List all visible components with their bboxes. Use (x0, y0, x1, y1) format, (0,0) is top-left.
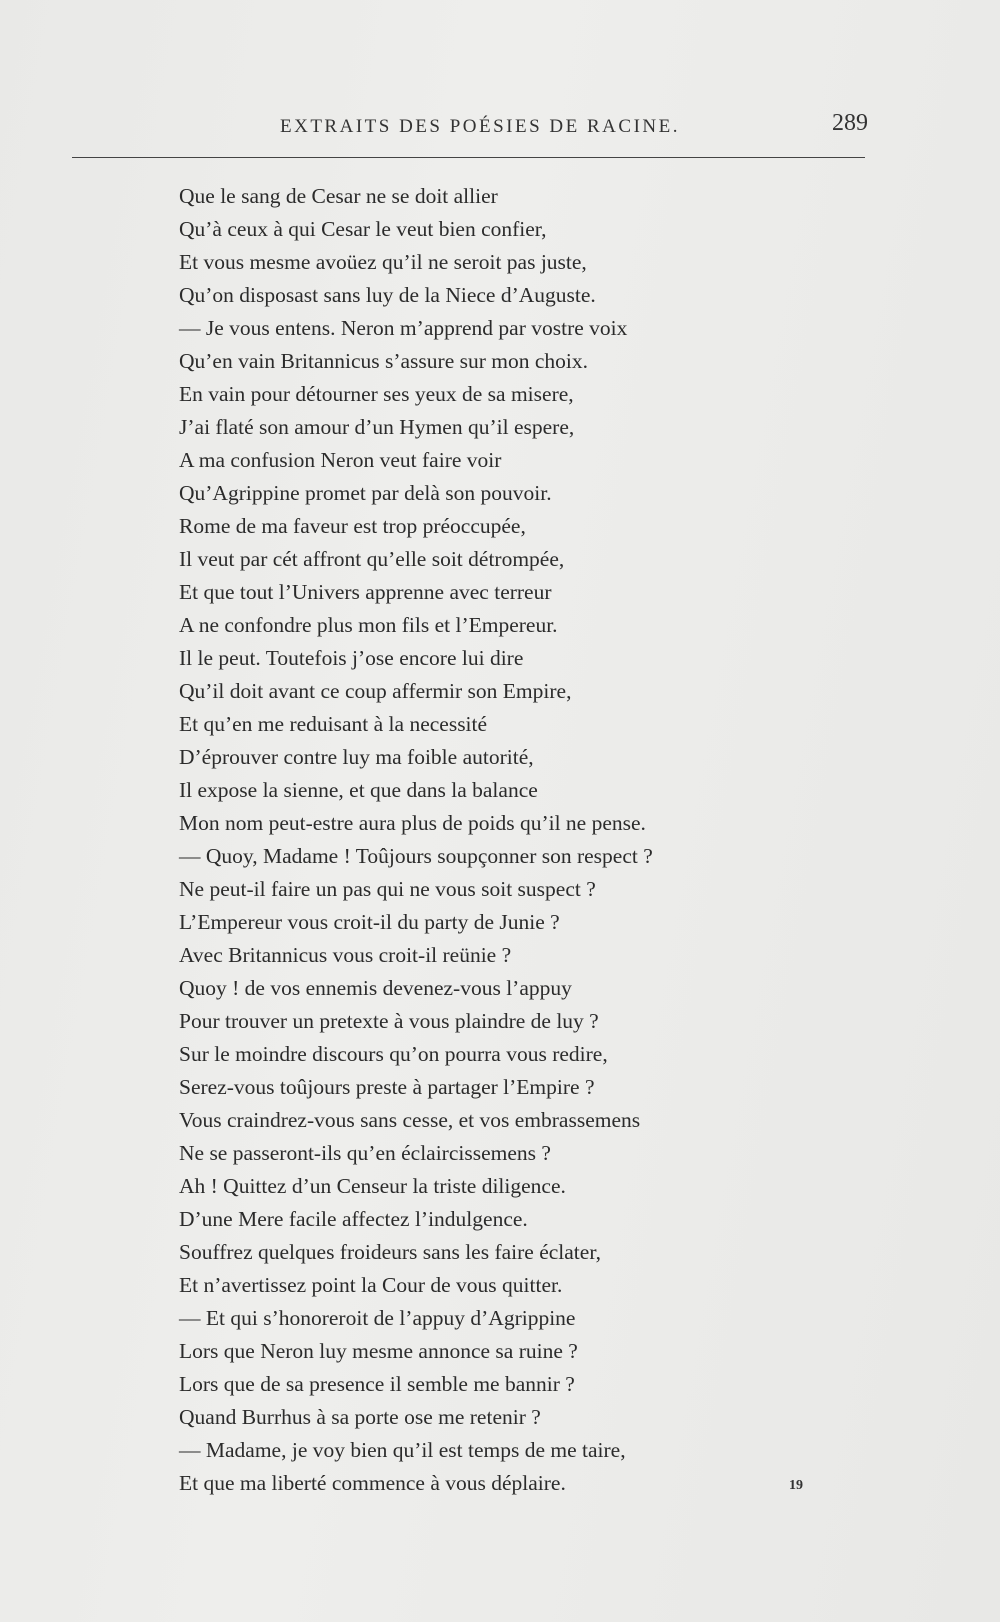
verse-line: A ma confusion Neron veut faire voir (179, 448, 502, 472)
verse-line: Il expose la sienne, et que dans la balance (179, 778, 538, 802)
verse-line: Qu’à ceux à qui Cesar le veut bien confier, (179, 217, 547, 241)
verse-line: Et n’avertissez point la Cour de vous quitter. (179, 1273, 563, 1297)
verse-line: Lors que de sa presence il semble me bannir ? (179, 1372, 575, 1396)
verse-line: Ah ! Quittez d’un Censeur la triste diligence. (179, 1174, 566, 1198)
verse-line: Pour trouver un pretexte à vous plaindre de luy ? (179, 1009, 599, 1033)
verse-line: Et que ma liberté commence à vous déplaire. (179, 1471, 566, 1495)
verse-line: Ne peut-il faire un pas qui ne vous soit suspect ? (179, 877, 596, 901)
verse-line: Et que tout l’Univers apprenne avec terreur (179, 580, 552, 604)
verse-line: Il le peut. Toutefois j’ose encore lui dire (179, 646, 524, 670)
verse-line: Mon nom peut-estre aura plus de poids qu’il ne pense. (179, 811, 646, 835)
verse-line: L’Empereur vous croit-il du party de Junie ? (179, 910, 560, 934)
verse-line: Qu’Agrippine promet par delà son pouvoir. (179, 481, 552, 505)
verse-line: Quand Burrhus à sa porte ose me retenir ? (179, 1405, 541, 1429)
verse-line: — Quoy, Madame ! Toûjours soupçonner son respect ? (179, 844, 653, 868)
verse-line: Il veut par cét affront qu’elle soit détrompée, (179, 547, 565, 571)
verse-line: Que le sang de Cesar ne se doit allier (179, 184, 498, 208)
signature-mark: 19 (789, 1478, 803, 1493)
verse-block (179, 180, 739, 1500)
page-number: 289 (832, 110, 868, 136)
verse-line: — Je vous entens. Neron m’apprend par vostre voix (179, 316, 628, 340)
verse-line: Avec Britannicus vous croit-il reünie ? (179, 943, 512, 967)
verse-line: Qu’on disposast sans luy de la Niece d’Auguste. (179, 283, 596, 307)
verse-line: Et vous mesme avoüez qu’il ne seroit pas juste, (179, 250, 587, 274)
verse-line: Vous craindrez-vous sans cesse, et vos embrassemens (179, 1108, 641, 1132)
verse-line: En vain pour détourner ses yeux de sa misere, (179, 382, 574, 406)
header-rule (72, 157, 865, 158)
verse-line: Qu’en vain Britannicus s’assure sur mon choix. (179, 349, 589, 373)
verse-line: — Et qui s’honoreroit de l’appuy d’Agrippine (179, 1306, 576, 1330)
verse-line: — Madame, je voy bien qu’il est temps de me taire, (179, 1438, 626, 1462)
verse-line: Lors que Neron luy mesme annonce sa ruine ? (179, 1339, 578, 1363)
verse-line: D’une Mere facile affectez l’indulgence. (179, 1207, 528, 1231)
verse-line: Serez-vous toûjours preste à partager l’Empire ? (179, 1075, 595, 1099)
verse-line: Ne se passeront-ils qu’en éclaircissemens ? (179, 1141, 551, 1165)
verse-line: Rome de ma faveur est trop préoccupée, (179, 514, 526, 538)
verse-line: A ne confondre plus mon fils et l’Empereur. (179, 613, 558, 637)
verse-line: Qu’il doit avant ce coup affermir son Empire, (179, 679, 572, 703)
verse-line: Et qu’en me reduisant à la necessité (179, 712, 488, 736)
verse-line: J’ai flaté son amour d’un Hymen qu’il espere, (179, 415, 575, 439)
verse-line: Quoy ! de vos ennemis devenez-vous l’appuy (179, 976, 572, 1000)
running-title: EXTRAITS DES POÉSIES DE RACINE. (280, 116, 680, 137)
verse-line: Souffrez quelques froideurs sans les faire éclater, (179, 1240, 602, 1264)
verse-line: Sur le moindre discours qu’on pourra vous redire, (179, 1042, 608, 1066)
verse-line: D’éprouver contre luy ma foible autorité, (179, 745, 534, 769)
